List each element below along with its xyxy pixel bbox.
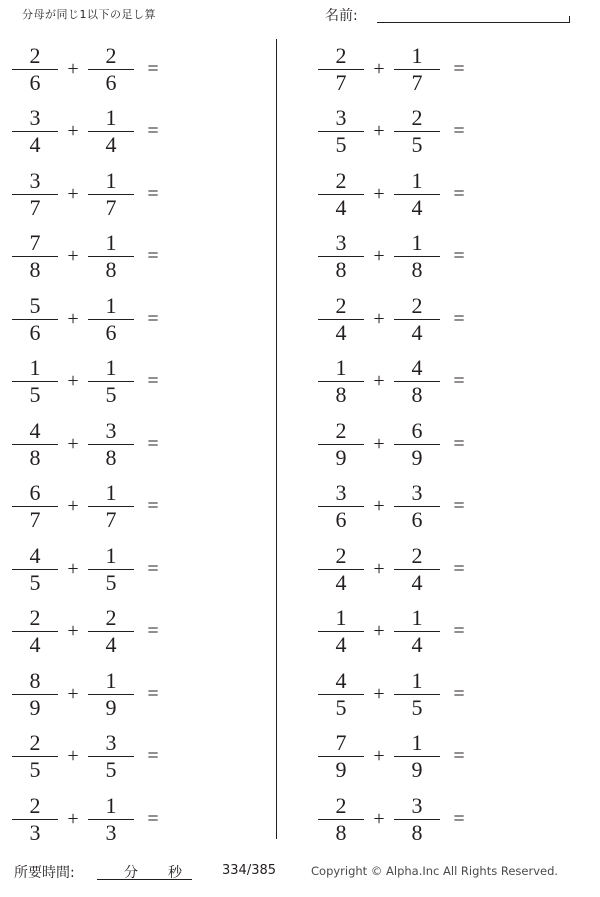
denominator: 4 — [335, 319, 347, 345]
problem-row — [306, 38, 600, 101]
denominator: 4 — [411, 319, 423, 345]
fraction-second — [392, 794, 442, 845]
equals-operator: = — [147, 745, 159, 768]
plus-operator: + — [373, 307, 385, 330]
problem-row — [0, 351, 276, 414]
problem-row — [0, 163, 276, 226]
denominator: 5 — [29, 757, 41, 783]
problem-row — [0, 101, 276, 164]
page-number: 334/385 — [222, 863, 277, 878]
fraction-first — [10, 44, 60, 95]
fraction-first — [10, 669, 60, 720]
numerator: 1 — [105, 167, 117, 193]
fraction-second — [86, 669, 136, 720]
equals-operator: = — [147, 57, 159, 80]
worksheet-header — [0, 0, 600, 34]
numerator: 2 — [29, 605, 41, 631]
problem-row — [0, 413, 276, 476]
numerator: 2 — [335, 167, 347, 193]
equals-operator: = — [453, 57, 465, 80]
numerator: 2 — [411, 292, 423, 318]
denominator: 7 — [29, 507, 41, 533]
plus-operator: + — [67, 182, 79, 205]
equals-operator: = — [453, 745, 465, 768]
numerator: 2 — [335, 417, 347, 443]
numerator: 3 — [411, 480, 423, 506]
numerator: 2 — [105, 42, 117, 68]
fraction-first — [316, 419, 366, 470]
numerator: 3 — [411, 792, 423, 818]
plus-operator: + — [373, 682, 385, 705]
denominator: 9 — [29, 694, 41, 720]
plus-operator: + — [373, 245, 385, 268]
plus-operator: + — [67, 745, 79, 768]
denominator: 4 — [29, 632, 41, 658]
plus-operator: + — [67, 57, 79, 80]
name-write-line — [377, 22, 570, 23]
numerator: 1 — [411, 730, 423, 756]
fraction-second — [86, 481, 136, 532]
numerator: 1 — [105, 105, 117, 131]
numerator: 1 — [335, 355, 347, 381]
fraction-first — [10, 294, 60, 345]
denominator: 5 — [29, 382, 41, 408]
denominator: 8 — [105, 444, 117, 470]
numerator: 7 — [335, 730, 347, 756]
fraction-second — [392, 481, 442, 532]
problem-row — [0, 288, 276, 351]
plus-operator: + — [67, 245, 79, 268]
numerator: 1 — [335, 605, 347, 631]
numerator: 1 — [411, 230, 423, 256]
fraction-first — [10, 544, 60, 595]
denominator: 4 — [105, 132, 117, 158]
denominator: 4 — [335, 194, 347, 220]
equals-operator: = — [453, 120, 465, 143]
fraction-second — [86, 731, 136, 782]
numerator: 1 — [105, 667, 117, 693]
name-line-end-tick — [569, 16, 570, 23]
denominator: 4 — [411, 194, 423, 220]
equals-operator: = — [453, 245, 465, 268]
denominator: 5 — [411, 132, 423, 158]
denominator: 8 — [29, 257, 41, 283]
equals-operator: = — [453, 432, 465, 455]
denominator: 5 — [105, 569, 117, 595]
equals-operator: = — [147, 620, 159, 643]
numerator: 7 — [29, 230, 41, 256]
numerator: 1 — [105, 355, 117, 381]
fraction-second — [86, 794, 136, 845]
plus-operator: + — [67, 370, 79, 393]
fraction-second — [392, 106, 442, 157]
fraction-first — [316, 231, 366, 282]
equals-operator: = — [453, 495, 465, 518]
problem-row — [306, 663, 600, 726]
numerator: 1 — [411, 605, 423, 631]
denominator: 6 — [29, 69, 41, 95]
denominator: 5 — [335, 132, 347, 158]
problem-row — [0, 476, 276, 539]
plus-operator: + — [373, 557, 385, 580]
copyright-notice: Copyright © Alpha.Inc All Rights Reserved. — [311, 864, 559, 878]
denominator: 7 — [105, 194, 117, 220]
fraction-first — [316, 731, 366, 782]
fraction-first — [316, 794, 366, 845]
problem-row — [0, 726, 276, 789]
numerator: 3 — [335, 230, 347, 256]
fraction-first — [10, 419, 60, 470]
problem-row — [306, 601, 600, 664]
fraction-first — [316, 544, 366, 595]
denominator: 8 — [335, 819, 347, 845]
denominator: 5 — [105, 757, 117, 783]
numerator: 3 — [105, 417, 117, 443]
minutes-unit-label: 分 — [124, 865, 138, 881]
fraction-second — [392, 356, 442, 407]
equals-operator: = — [147, 432, 159, 455]
numerator: 3 — [29, 105, 41, 131]
fraction-first — [316, 169, 366, 220]
numerator: 3 — [335, 105, 347, 131]
problem-row — [0, 538, 276, 601]
equals-operator: = — [147, 557, 159, 580]
equals-operator: = — [147, 807, 159, 830]
plus-operator: + — [67, 120, 79, 143]
denominator: 7 — [29, 194, 41, 220]
denominator: 5 — [411, 694, 423, 720]
equals-operator: = — [453, 682, 465, 705]
fraction-first — [316, 294, 366, 345]
fraction-first — [316, 669, 366, 720]
plus-operator: + — [373, 432, 385, 455]
problem-row — [306, 476, 600, 539]
denominator: 4 — [411, 632, 423, 658]
fraction-second — [86, 606, 136, 657]
plus-operator: + — [67, 495, 79, 518]
fraction-first — [10, 794, 60, 845]
denominator: 7 — [411, 69, 423, 95]
plus-operator: + — [373, 745, 385, 768]
fraction-first — [10, 481, 60, 532]
denominator: 3 — [29, 819, 41, 845]
equals-operator: = — [147, 682, 159, 705]
problem-row — [0, 663, 276, 726]
plus-operator: + — [373, 120, 385, 143]
plus-operator: + — [373, 620, 385, 643]
name-field-area[interactable] — [325, 3, 575, 27]
denominator: 9 — [335, 757, 347, 783]
problem-row — [306, 538, 600, 601]
problem-column-left — [0, 34, 276, 856]
fraction-first — [316, 44, 366, 95]
fraction-first — [10, 356, 60, 407]
fraction-second — [392, 419, 442, 470]
denominator: 5 — [335, 694, 347, 720]
denominator: 6 — [411, 507, 423, 533]
problem-row — [306, 351, 600, 414]
fraction-first — [316, 606, 366, 657]
numerator: 1 — [105, 230, 117, 256]
denominator: 9 — [411, 757, 423, 783]
denominator: 8 — [335, 382, 347, 408]
denominator: 6 — [335, 507, 347, 533]
plus-operator: + — [67, 307, 79, 330]
fraction-second — [392, 169, 442, 220]
elapsed-time-label: 所要時間: — [14, 865, 75, 881]
numerator: 2 — [411, 105, 423, 131]
denominator: 8 — [411, 819, 423, 845]
fraction-second — [392, 44, 442, 95]
plus-operator: + — [67, 682, 79, 705]
denominator: 8 — [105, 257, 117, 283]
numerator: 4 — [29, 417, 41, 443]
numerator: 1 — [411, 667, 423, 693]
fraction-second — [86, 356, 136, 407]
denominator: 6 — [29, 319, 41, 345]
problem-row — [0, 601, 276, 664]
denominator: 3 — [105, 819, 117, 845]
fraction-second — [86, 294, 136, 345]
plus-operator: + — [67, 432, 79, 455]
fraction-first — [10, 606, 60, 657]
numerator: 3 — [29, 167, 41, 193]
fraction-first — [10, 106, 60, 157]
denominator: 8 — [29, 444, 41, 470]
equals-operator: = — [147, 245, 159, 268]
numerator: 1 — [105, 480, 117, 506]
numerator: 1 — [411, 167, 423, 193]
problem-row — [0, 38, 276, 101]
fraction-second — [392, 544, 442, 595]
numerator: 1 — [411, 42, 423, 68]
numerator: 1 — [105, 292, 117, 318]
numerator: 1 — [105, 792, 117, 818]
numerator: 5 — [29, 292, 41, 318]
denominator: 6 — [105, 69, 117, 95]
fraction-second — [392, 231, 442, 282]
denominator: 4 — [29, 132, 41, 158]
fraction-first — [316, 106, 366, 157]
equals-operator: = — [147, 120, 159, 143]
numerator: 2 — [335, 542, 347, 568]
problem-row — [306, 788, 600, 851]
numerator: 2 — [29, 42, 41, 68]
denominator: 4 — [411, 569, 423, 595]
fraction-second — [392, 294, 442, 345]
fraction-first — [316, 481, 366, 532]
equals-operator: = — [453, 370, 465, 393]
numerator: 6 — [411, 417, 423, 443]
equals-operator: = — [453, 807, 465, 830]
fraction-second — [392, 731, 442, 782]
problem-row — [306, 413, 600, 476]
numerator: 3 — [105, 730, 117, 756]
denominator: 8 — [411, 382, 423, 408]
name-label: 名前: — [325, 8, 358, 24]
fraction-first — [10, 731, 60, 782]
numerator: 2 — [29, 792, 41, 818]
problem-row — [306, 101, 600, 164]
problem-row — [306, 163, 600, 226]
numerator: 3 — [335, 480, 347, 506]
problem-column-right — [276, 34, 600, 856]
numerator: 4 — [29, 542, 41, 568]
problem-row — [0, 788, 276, 851]
numerator: 2 — [411, 542, 423, 568]
numerator: 6 — [29, 480, 41, 506]
denominator: 9 — [335, 444, 347, 470]
denominator: 4 — [335, 569, 347, 595]
denominator: 9 — [105, 694, 117, 720]
equals-operator: = — [453, 182, 465, 205]
plus-operator: + — [373, 182, 385, 205]
numerator: 2 — [29, 730, 41, 756]
denominator: 4 — [335, 632, 347, 658]
denominator: 7 — [335, 69, 347, 95]
fraction-second — [86, 419, 136, 470]
plus-operator: + — [373, 495, 385, 518]
plus-operator: + — [67, 620, 79, 643]
numerator: 8 — [29, 667, 41, 693]
page-title: 分母が同じ1以下の足し算 — [22, 8, 156, 21]
fraction-first — [10, 231, 60, 282]
equals-operator: = — [453, 620, 465, 643]
denominator: 9 — [411, 444, 423, 470]
numerator: 1 — [105, 542, 117, 568]
fraction-second — [86, 544, 136, 595]
problems-container — [0, 34, 600, 856]
denominator: 8 — [335, 257, 347, 283]
problem-row — [306, 726, 600, 789]
equals-operator: = — [147, 495, 159, 518]
fraction-second — [86, 106, 136, 157]
fraction-first — [10, 169, 60, 220]
denominator: 4 — [105, 632, 117, 658]
fraction-second — [86, 169, 136, 220]
fraction-second — [392, 669, 442, 720]
seconds-unit-label: 秒 — [168, 865, 182, 881]
denominator: 8 — [411, 257, 423, 283]
numerator: 1 — [29, 355, 41, 381]
plus-operator: + — [373, 57, 385, 80]
equals-operator: = — [147, 182, 159, 205]
fraction-second — [392, 606, 442, 657]
equals-operator: = — [147, 307, 159, 330]
fraction-second — [86, 231, 136, 282]
fraction-first — [316, 356, 366, 407]
numerator: 4 — [411, 355, 423, 381]
denominator: 5 — [29, 569, 41, 595]
numerator: 2 — [335, 792, 347, 818]
numerator: 2 — [335, 292, 347, 318]
equals-operator: = — [453, 307, 465, 330]
problem-row — [0, 226, 276, 289]
worksheet-footer — [0, 859, 600, 887]
numerator: 4 — [335, 667, 347, 693]
equals-operator: = — [147, 370, 159, 393]
plus-operator: + — [67, 557, 79, 580]
denominator: 7 — [105, 507, 117, 533]
problem-row — [306, 288, 600, 351]
denominator: 6 — [105, 319, 117, 345]
problem-row — [306, 226, 600, 289]
denominator: 5 — [105, 382, 117, 408]
plus-operator: + — [373, 370, 385, 393]
numerator: 2 — [335, 42, 347, 68]
fraction-second — [86, 44, 136, 95]
plus-operator: + — [373, 807, 385, 830]
numerator: 2 — [105, 605, 117, 631]
equals-operator: = — [453, 557, 465, 580]
plus-operator: + — [67, 807, 79, 830]
